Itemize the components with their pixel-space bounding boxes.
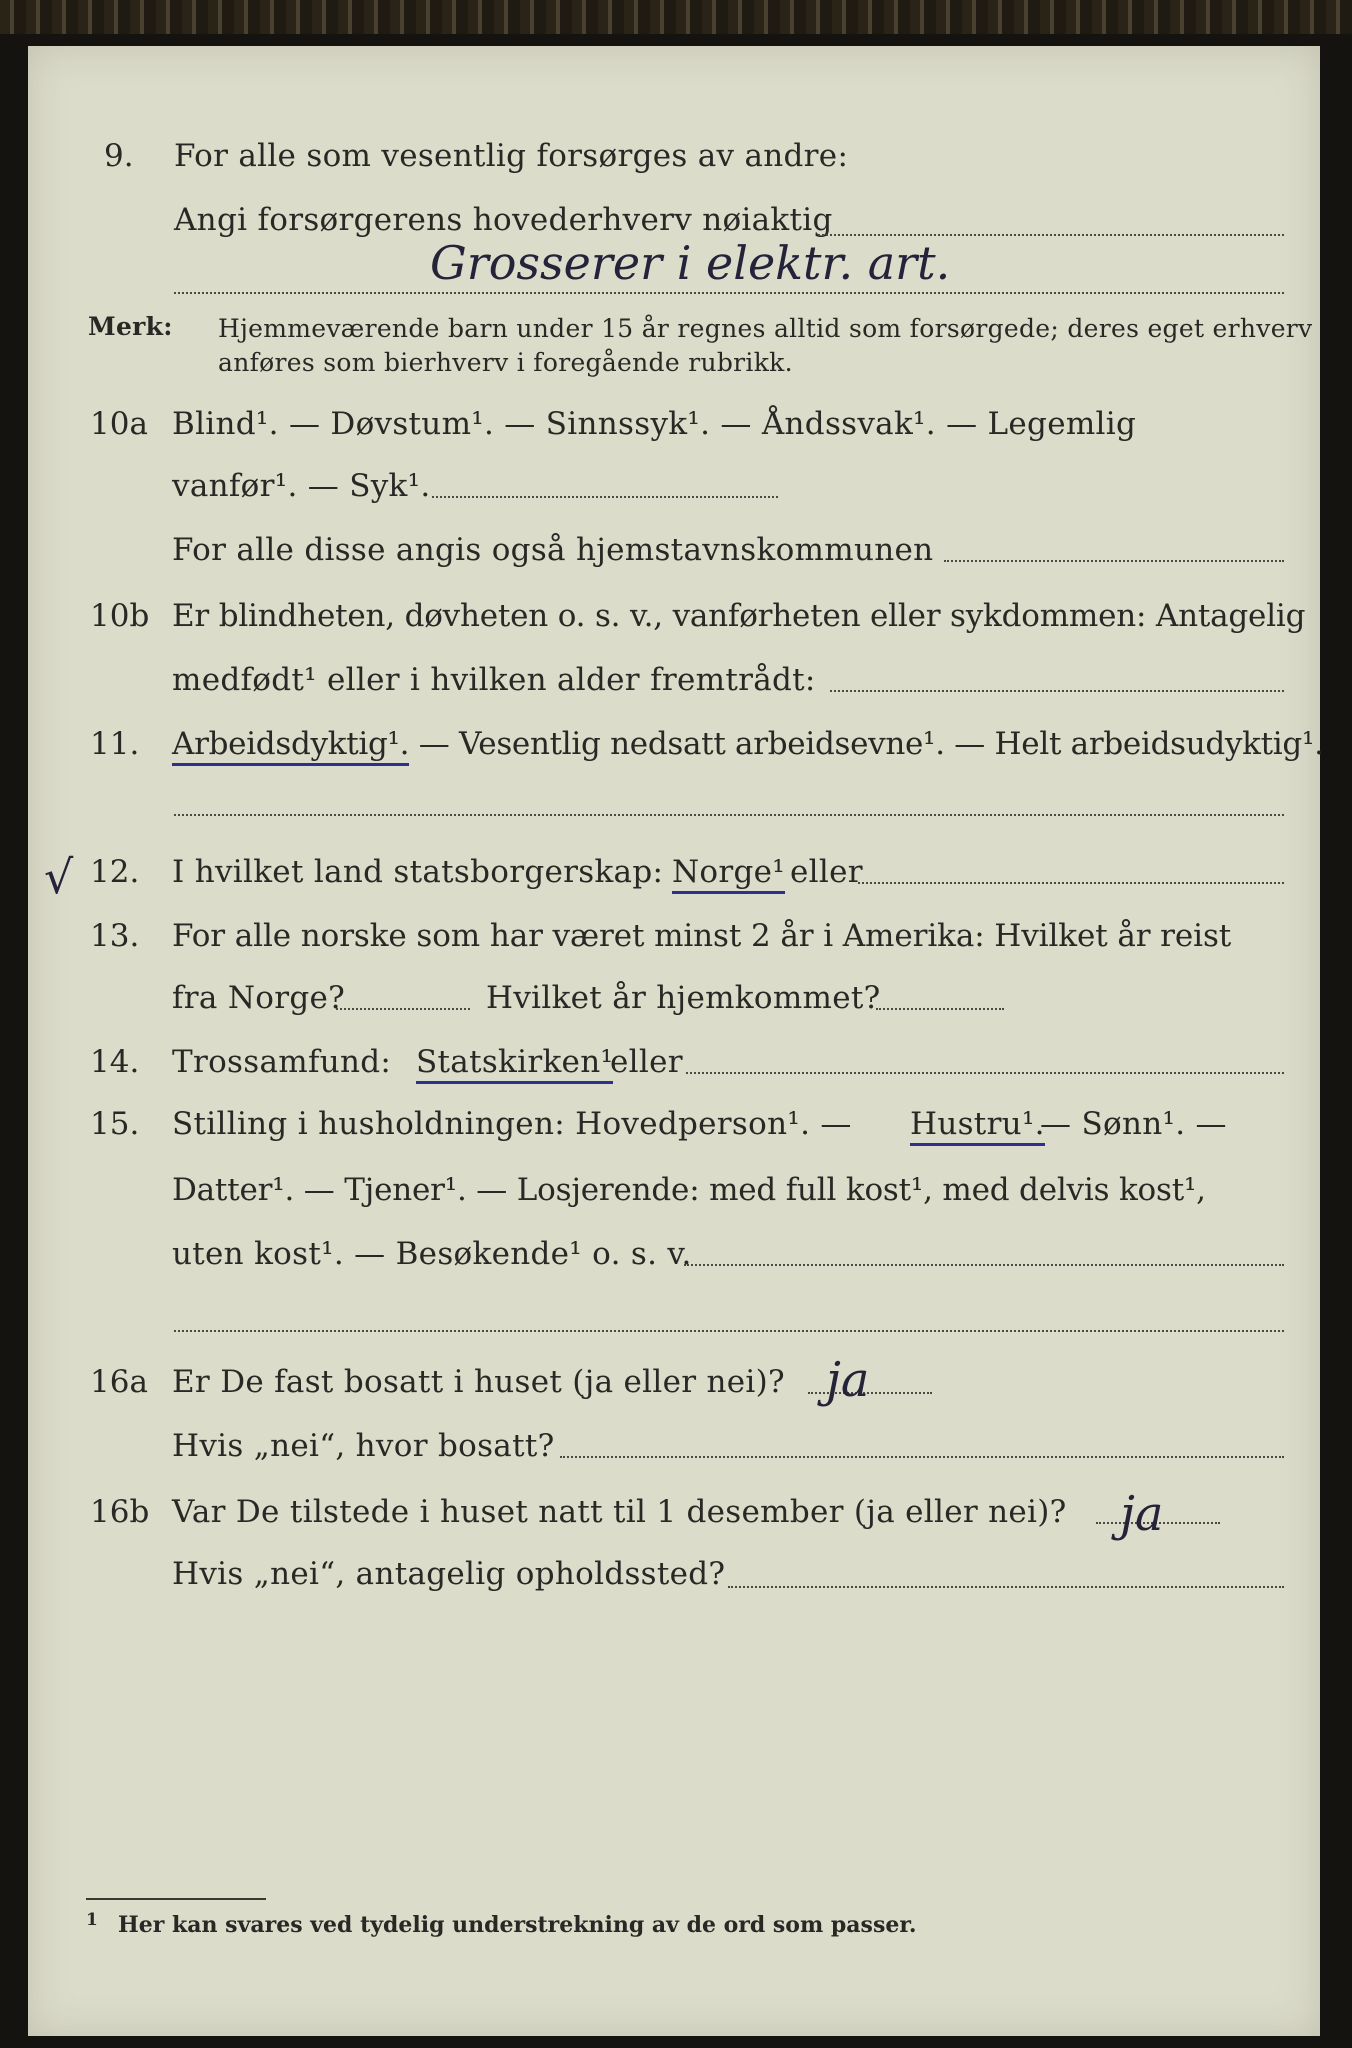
q14-before: Trossamfund:: [172, 1044, 392, 1080]
q9-line1: For alle som vesentlig forsørges av andre:: [174, 138, 849, 174]
q10a-line2: vanfør¹. — Syk¹.: [172, 468, 431, 504]
q9-line2: Angi forsørgerens hovederhverv nøiaktig: [174, 202, 833, 238]
q15-dotline-2: [174, 1330, 1284, 1332]
q15-dotline: [684, 1264, 1284, 1266]
q15-line1a: Stilling i husholdningen: Hovedperson¹. —: [172, 1106, 852, 1142]
q16b-handwritten-answer: ja: [1120, 1486, 1164, 1542]
q14-number: 14.: [90, 1044, 140, 1080]
q13-line2b: Hvilket år hjemkommet?: [486, 980, 881, 1016]
q11-dotline: [174, 814, 1284, 816]
q15-line1b: — Sønn¹. —: [1040, 1106, 1227, 1142]
q16a-line1: Er De fast bosatt i huset (ja eller nei)?: [172, 1364, 785, 1400]
q11-text: [172, 726, 1324, 762]
footnote-text: Her kan svares ved tydelig understrekning av de ord som passer.: [118, 1912, 917, 1938]
q16b-number: 16b: [90, 1494, 150, 1530]
q10b-line2: medfødt¹ eller i hvilken alder fremtrådt:: [172, 662, 816, 698]
q13-line2a: fra Norge?: [172, 980, 346, 1016]
footnote-separator: [86, 1898, 266, 1900]
merk-label: Merk:: [88, 312, 173, 341]
scan-top-edge: [0, 0, 1352, 34]
q16a-number: 16a: [90, 1364, 148, 1400]
q11-number: 11.: [90, 726, 140, 762]
q10a-syk-dotline: [432, 496, 778, 498]
q12-dotline: [858, 882, 1284, 884]
q10b-line1: Er blindheten, døvheten o. s. v., vanførheten eller sykdommen: Antagelig: [172, 598, 1306, 634]
q12-before: I hvilket land statsborgerskap:: [172, 854, 664, 890]
footnote-mark: 1: [86, 1910, 98, 1930]
q12-checkmark: √: [44, 850, 74, 904]
q9-number: 9.: [104, 138, 134, 174]
q13-return-dotline: [876, 1008, 1004, 1010]
q16b-line1: Var De tilstede i huset natt til 1 desember (ja eller nei)?: [172, 1494, 1067, 1530]
q16a-residence-dotline: [560, 1456, 1284, 1458]
q16b-line2: Hvis „nei“, antagelig opholdssted?: [172, 1556, 726, 1592]
q15-underlined-answer: Hustru¹.: [910, 1106, 1045, 1146]
q9-occupation-handwritten: Grosserer i elektr. art.: [430, 236, 951, 290]
q14-after: eller: [610, 1044, 683, 1080]
q11-rest: — Vesentlig nedsatt arbeidsevne¹. — Helt arbeidsudyktig¹.: [409, 726, 1324, 762]
q16b-whereabouts-dotline: [728, 1586, 1284, 1588]
q13-departure-dotline: [336, 1008, 470, 1010]
q16a-line2: Hvis „nei“, hvor bosatt?: [172, 1428, 555, 1464]
q16a-handwritten-answer: ja: [826, 1352, 870, 1408]
q12-underlined-answer: Norge¹: [672, 854, 785, 894]
q10a-line1: Blind¹. — Døvstum¹. — Sinnssyk¹. — Åndssvak¹. — Legemlig: [172, 406, 1137, 442]
merk-line2: anføres som bierhverv i foregående rubrikk.: [218, 348, 793, 377]
merk-line1: Hjemmeværende barn under 15 år regnes alltid som forsørgede; deres eget erhverv: [218, 314, 1313, 343]
census-form-page: [28, 46, 1320, 2036]
q10a-number: 10a: [90, 406, 148, 442]
q11-underlined-answer: Arbeidsdyktig¹.: [172, 726, 409, 766]
q9-occupation-dotline-2: [174, 292, 1284, 294]
q10a-hometown-dotline: [944, 560, 1284, 562]
q14-dotline: [686, 1072, 1284, 1074]
q10b-number: 10b: [90, 598, 150, 634]
q15-line2: Datter¹. — Tjener¹. — Losjerende: med full kost¹, med delvis kost¹,: [172, 1172, 1206, 1208]
q12-number: 12.: [90, 854, 140, 890]
q14-underlined-answer: Statskirken¹: [416, 1044, 613, 1084]
q13-line1: For alle norske som har været minst 2 år i Amerika: Hvilket år reist: [172, 918, 1232, 954]
q15-line3: uten kost¹. — Besøkende¹ o. s. v.: [172, 1236, 692, 1272]
q15-number: 15.: [90, 1106, 140, 1142]
q10b-dotline: [830, 690, 1284, 692]
q10a-line3: For alle disse angis også hjemstavnskommunen: [172, 532, 934, 568]
q13-number: 13.: [90, 918, 140, 954]
q12-after: eller: [790, 854, 863, 890]
